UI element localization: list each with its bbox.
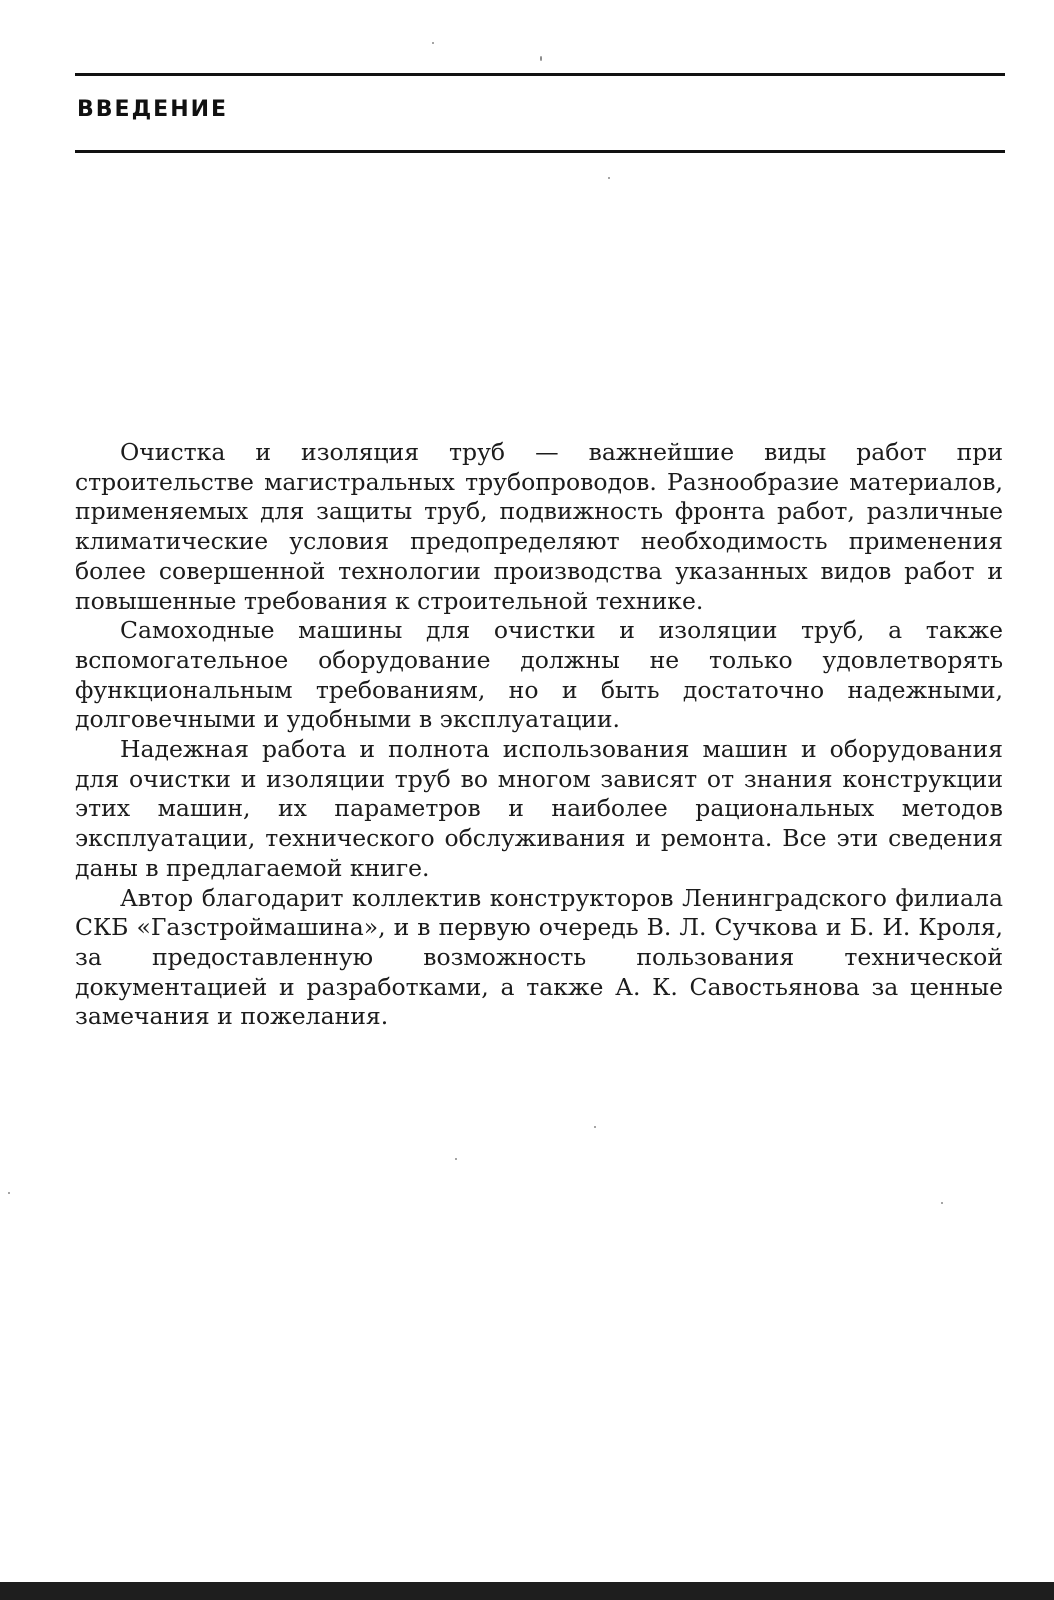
section-heading: ВВЕДЕНИЕ xyxy=(77,97,229,122)
scan-speck xyxy=(540,56,542,61)
paragraph: Очистка и изоляция труб — важнейшие виды работ при строительстве магистральных трубопроводов. Разнообразие материалов, применяемых для защиты труб, подвижность фронта работ, различные климатические условия предопределяют необходимость применения более совершенной технологии производства указанных видов работ и повышенные требования к строительной технике. xyxy=(75,438,1003,615)
scan-speck xyxy=(432,42,434,44)
body-text xyxy=(75,438,1003,1032)
paragraph: Автор благодарит коллектив конструкторов Ленинградского филиала СКБ «Газстроймашина», и в первую очередь В. Л. Сучкова и Б. И. Кроля, за предоставленную возможность пользования технической документацией и разработками, а также А. К. Савостьянова за ценные замечания и пожелания. xyxy=(75,883,1003,1031)
paragraph: Самоходные машины для очистки и изоляции труб, а также вспомогательное оборудование должны не только удовлетворять функциональным требованиям, но и быть достаточно надежными, долговечными и удобными в эксплуатации. xyxy=(75,616,1003,734)
header-rule-bottom xyxy=(75,150,1005,153)
paragraph: Надежная работа и полнота использования машин и оборудования для очистки и изоляции труб во многом зависят от знания конструкции этих машин, их параметров и наиболее рациональных методов эксплуатации, технического обслуживания и ремонта. Все эти сведения даны в предлагаемой книге. xyxy=(75,735,1003,882)
scan-speck xyxy=(8,1192,10,1194)
scan-speck xyxy=(941,1202,943,1204)
scan-bottom-edge xyxy=(0,1582,1054,1600)
scan-speck xyxy=(608,177,610,179)
scan-speck xyxy=(455,1158,457,1160)
header-rule-top xyxy=(75,73,1005,76)
scan-speck xyxy=(594,1126,596,1128)
